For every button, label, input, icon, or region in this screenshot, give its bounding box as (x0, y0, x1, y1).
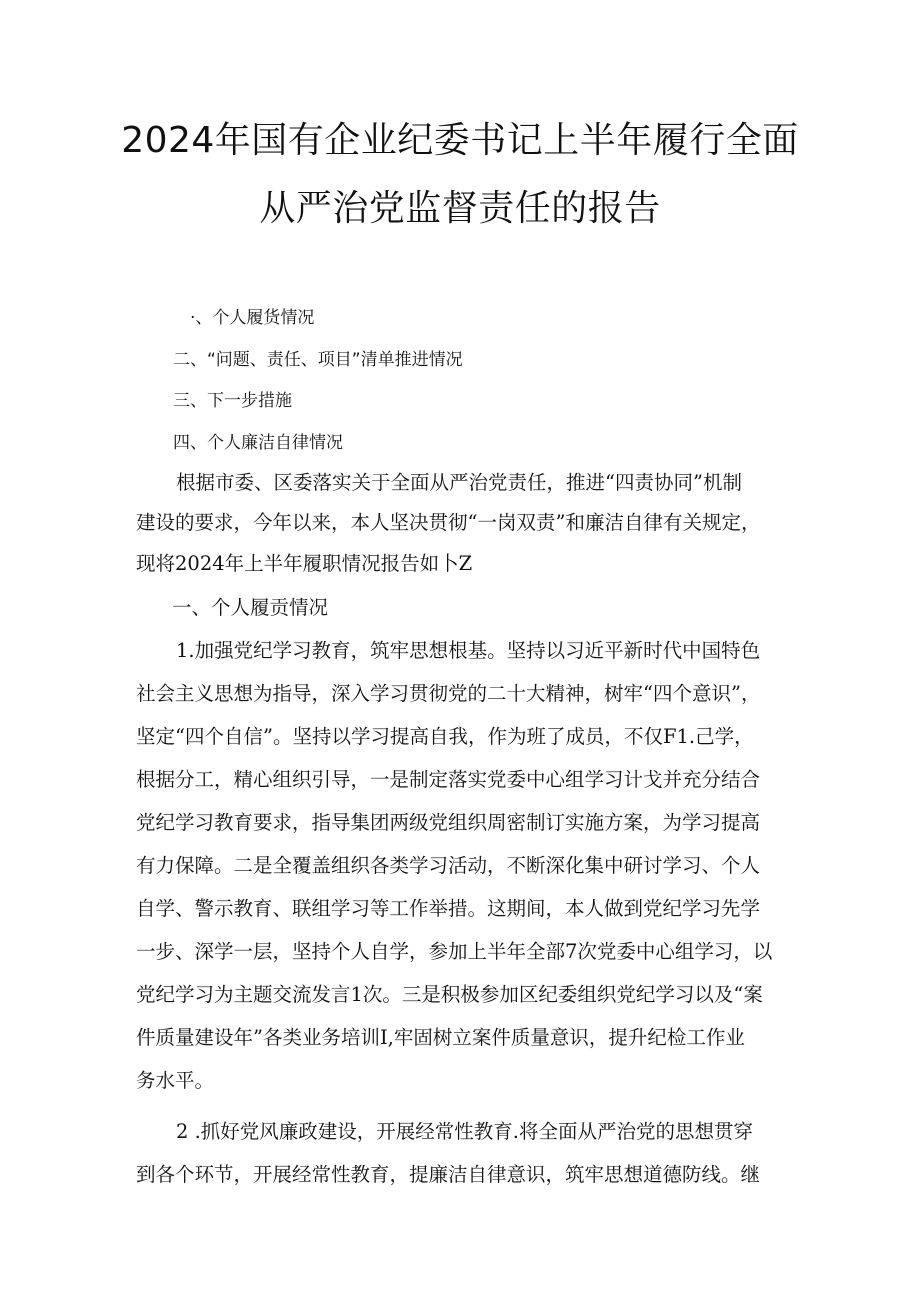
body-line-2: 建设的要求，今年以来，本人坚决贯彻“一岗双责”和廉洁自律有关规定， (136, 511, 761, 534)
body-line-7: 坚定“四个自信”。坚持以学习提高自我，作为班了成员，不仅F1.己学， (136, 725, 754, 748)
body-line-16: 2 .抓好党风廉政建设，开展经常性教育.将全面从严治党的思想贯穿 (176, 1120, 754, 1143)
body-line-3: 现将2024年上半年履职情况报告如卜Z (136, 552, 473, 575)
body-line-5: 1.加强党纪学习教育，筑牢思想根基。坚持以习近平新时代中国特色 (176, 639, 761, 662)
body-line-17: 到各个环节，开展经常性教育，提廉洁自律意识，筑牢思想道德防线。继 (136, 1163, 761, 1186)
section-heading-1: 一、个人履贡情况 (172, 596, 329, 619)
document-title-line-1: 2024年国有企业纪委书记上半年履行全面 (121, 120, 799, 161)
toc-item-1: ·、个人履货情况 (190, 308, 315, 328)
toc-item-3: 三、下一步措施 (173, 391, 292, 411)
body-line-14: 件质量建设年”各类业务培训I,牢固树立案件质量意识，提升纪检工作业 (136, 1026, 745, 1049)
body-line-1: 根据市委、区委落实关于全面从严治党责任，推进“四责协同”机制 (176, 471, 742, 494)
body-line-12: 一步、深学一层，坚持个人自学，参加上半年全部7次党委中心组学习，以 (136, 940, 773, 963)
body-line-9: 党纪学习教育要求，指导集团两级党组织周密制订实施方案，为学习提高 (136, 811, 761, 834)
body-line-13: 党纪学习为主题交流发言1次。三是积极参加区纪委组织党纪学习以及“案 (136, 983, 763, 1006)
toc-item-2: 二、“问题、责任、项目”清单推进情况 (173, 350, 463, 370)
toc-item-4: 四、个人廉洁自律情况 (173, 433, 343, 453)
body-line-15: 务水平。 (136, 1069, 215, 1092)
document-title-line-2: 从严治党监督责任的报告 (259, 188, 661, 229)
body-line-6: 社会主义思想为指导，深入学习贯彻党的二十大精神，树牢“四个意识”， (136, 682, 761, 705)
body-line-8: 根据分工，精心组织引导，一是制定落实党委中心组学习计戈并充分结合 (136, 768, 761, 791)
body-line-10: 有力保障。二是全覆盖组织各类学习活动，不断深化集中研讨学习、个人 (136, 854, 761, 877)
body-line-11: 自学、警示教育、联组学习等工作举措。这期间，本人做到党纪学习先学 (136, 897, 761, 920)
